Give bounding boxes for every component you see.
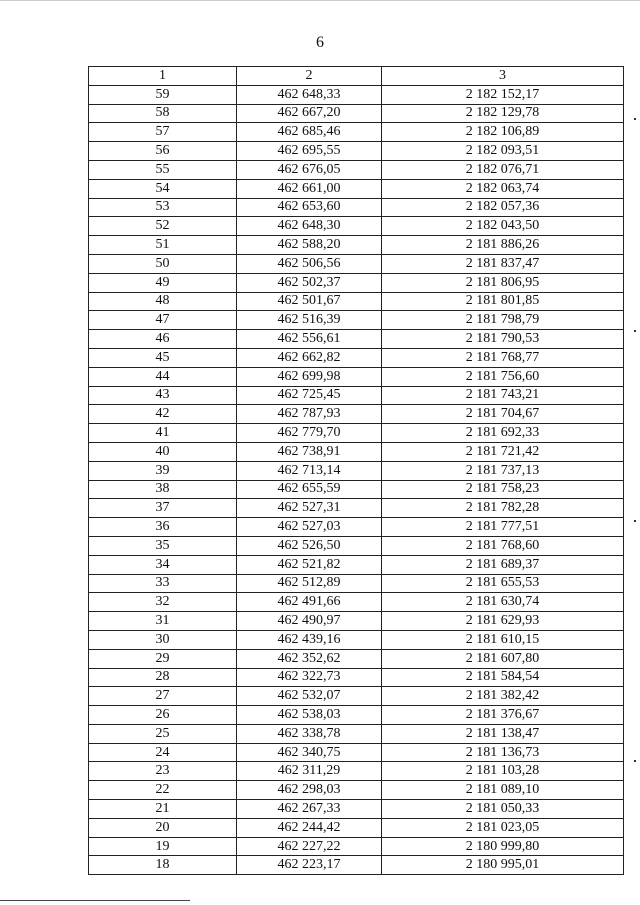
y-coordinate-cell: 2 181 629,93	[382, 612, 624, 631]
point-number-cell: 19	[89, 837, 237, 856]
x-coordinate-cell: 462 490,97	[237, 612, 382, 631]
table-row	[89, 536, 624, 555]
column-header-point: 1	[89, 67, 237, 86]
y-coordinate-cell: 2 181 382,42	[382, 687, 624, 706]
point-number-cell: 22	[89, 781, 237, 800]
y-coordinate-cell: 2 182 057,36	[382, 198, 624, 217]
table-row	[89, 743, 624, 762]
top-edge-line	[0, 0, 640, 1]
y-coordinate-cell: 2 181 607,80	[382, 649, 624, 668]
point-number-cell: 26	[89, 706, 237, 725]
x-coordinate-cell: 462 655,59	[237, 480, 382, 499]
y-coordinate-cell: 2 181 790,53	[382, 330, 624, 349]
point-number-cell: 55	[89, 160, 237, 179]
point-number-cell: 30	[89, 630, 237, 649]
point-number-cell: 52	[89, 217, 237, 236]
point-number-cell: 50	[89, 254, 237, 273]
y-coordinate-cell: 2 182 063,74	[382, 179, 624, 198]
point-number-cell: 34	[89, 555, 237, 574]
y-coordinate-cell: 2 181 758,23	[382, 480, 624, 499]
y-coordinate-cell: 2 181 376,67	[382, 706, 624, 725]
point-number-cell: 58	[89, 104, 237, 123]
y-coordinate-cell: 2 182 093,51	[382, 142, 624, 161]
point-number-cell: 39	[89, 461, 237, 480]
point-number-cell: 23	[89, 762, 237, 781]
table-row	[89, 724, 624, 743]
x-coordinate-cell: 462 653,60	[237, 198, 382, 217]
y-coordinate-cell: 2 181 630,74	[382, 593, 624, 612]
point-number-cell: 36	[89, 518, 237, 537]
y-coordinate-cell: 2 181 138,47	[382, 724, 624, 743]
y-coordinate-cell: 2 180 999,80	[382, 837, 624, 856]
point-number-cell: 37	[89, 499, 237, 518]
scan-dot	[634, 760, 636, 762]
table-row	[89, 292, 624, 311]
y-coordinate-cell: 2 182 129,78	[382, 104, 624, 123]
y-coordinate-cell: 2 181 886,26	[382, 236, 624, 255]
point-number-cell: 49	[89, 273, 237, 292]
y-coordinate-cell: 2 181 103,28	[382, 762, 624, 781]
x-coordinate-cell: 462 267,33	[237, 800, 382, 819]
table-row	[89, 405, 624, 424]
x-coordinate-cell: 462 521,82	[237, 555, 382, 574]
y-coordinate-cell: 2 182 152,17	[382, 85, 624, 104]
column-header-x: 2	[237, 67, 382, 86]
table-row	[89, 236, 624, 255]
x-coordinate-cell: 462 501,67	[237, 292, 382, 311]
table-row	[89, 348, 624, 367]
table-row	[89, 687, 624, 706]
point-number-cell: 53	[89, 198, 237, 217]
table-row	[89, 555, 624, 574]
point-number-cell: 59	[89, 85, 237, 104]
point-number-cell: 47	[89, 311, 237, 330]
table-row	[89, 367, 624, 386]
point-number-cell: 32	[89, 593, 237, 612]
point-number-cell: 35	[89, 536, 237, 555]
y-coordinate-cell: 2 181 704,67	[382, 405, 624, 424]
table-row	[89, 104, 624, 123]
table-row	[89, 574, 624, 593]
scan-dot	[634, 520, 636, 522]
table-row	[89, 254, 624, 273]
point-number-cell: 40	[89, 442, 237, 461]
table-row	[89, 837, 624, 856]
y-coordinate-cell: 2 181 801,85	[382, 292, 624, 311]
table-row	[89, 593, 624, 612]
x-coordinate-cell: 462 532,07	[237, 687, 382, 706]
y-coordinate-cell: 2 181 768,60	[382, 536, 624, 555]
y-coordinate-cell: 2 181 610,15	[382, 630, 624, 649]
y-coordinate-cell: 2 181 136,73	[382, 743, 624, 762]
x-coordinate-cell: 462 738,91	[237, 442, 382, 461]
scan-dot	[634, 330, 636, 332]
table-row	[89, 706, 624, 725]
table-row	[89, 424, 624, 443]
y-coordinate-cell: 2 181 806,95	[382, 273, 624, 292]
y-coordinate-cell: 2 181 692,33	[382, 424, 624, 443]
x-coordinate-cell: 462 787,93	[237, 405, 382, 424]
x-coordinate-cell: 462 439,16	[237, 630, 382, 649]
table-row	[89, 649, 624, 668]
x-coordinate-cell: 462 699,98	[237, 367, 382, 386]
point-number-cell: 29	[89, 649, 237, 668]
x-coordinate-cell: 462 352,62	[237, 649, 382, 668]
table-row	[89, 123, 624, 142]
y-coordinate-cell: 2 181 050,33	[382, 800, 624, 819]
point-number-cell: 56	[89, 142, 237, 161]
point-number-cell: 57	[89, 123, 237, 142]
table-row	[89, 160, 624, 179]
x-coordinate-cell: 462 322,73	[237, 668, 382, 687]
table-row	[89, 518, 624, 537]
y-coordinate-cell: 2 182 076,71	[382, 160, 624, 179]
table-row	[89, 630, 624, 649]
x-coordinate-cell: 462 512,89	[237, 574, 382, 593]
x-coordinate-cell: 462 338,78	[237, 724, 382, 743]
table-row	[89, 142, 624, 161]
point-number-cell: 18	[89, 856, 237, 875]
table-row	[89, 461, 624, 480]
y-coordinate-cell: 2 181 721,42	[382, 442, 624, 461]
point-number-cell: 27	[89, 687, 237, 706]
y-coordinate-cell: 2 181 737,13	[382, 461, 624, 480]
x-coordinate-cell: 462 667,20	[237, 104, 382, 123]
scan-dot	[634, 118, 636, 120]
x-coordinate-cell: 462 676,05	[237, 160, 382, 179]
x-coordinate-cell: 462 298,03	[237, 781, 382, 800]
y-coordinate-cell: 2 182 043,50	[382, 217, 624, 236]
point-number-cell: 31	[89, 612, 237, 631]
point-number-cell: 38	[89, 480, 237, 499]
table-row	[89, 612, 624, 631]
y-coordinate-cell: 2 181 743,21	[382, 386, 624, 405]
x-coordinate-cell: 462 223,17	[237, 856, 382, 875]
table-row	[89, 480, 624, 499]
y-coordinate-cell: 2 181 768,77	[382, 348, 624, 367]
point-number-cell: 33	[89, 574, 237, 593]
y-coordinate-cell: 2 182 106,89	[382, 123, 624, 142]
x-coordinate-cell: 462 311,29	[237, 762, 382, 781]
point-number-cell: 42	[89, 405, 237, 424]
y-coordinate-cell: 2 181 584,54	[382, 668, 624, 687]
x-coordinate-cell: 462 516,39	[237, 311, 382, 330]
table-row	[89, 273, 624, 292]
x-coordinate-cell: 462 713,14	[237, 461, 382, 480]
table-header-row	[89, 67, 624, 86]
table-row	[89, 85, 624, 104]
page-number: 6	[316, 34, 324, 51]
x-coordinate-cell: 462 661,00	[237, 179, 382, 198]
y-coordinate-cell: 2 181 089,10	[382, 781, 624, 800]
x-coordinate-cell: 462 695,55	[237, 142, 382, 161]
x-coordinate-cell: 462 648,30	[237, 217, 382, 236]
table-row	[89, 198, 624, 217]
coordinates-table	[88, 66, 624, 875]
table-row	[89, 179, 624, 198]
table-row	[89, 330, 624, 349]
table-body	[89, 85, 624, 874]
y-coordinate-cell: 2 181 798,79	[382, 311, 624, 330]
point-number-cell: 48	[89, 292, 237, 311]
y-coordinate-cell: 2 181 655,53	[382, 574, 624, 593]
x-coordinate-cell: 462 227,22	[237, 837, 382, 856]
x-coordinate-cell: 462 648,33	[237, 85, 382, 104]
point-number-cell: 25	[89, 724, 237, 743]
x-coordinate-cell: 462 527,03	[237, 518, 382, 537]
y-coordinate-cell: 2 181 782,28	[382, 499, 624, 518]
x-coordinate-cell: 462 538,03	[237, 706, 382, 725]
table-row	[89, 668, 624, 687]
table-row	[89, 217, 624, 236]
point-number-cell: 51	[89, 236, 237, 255]
x-coordinate-cell: 462 502,37	[237, 273, 382, 292]
point-number-cell: 54	[89, 179, 237, 198]
x-coordinate-cell: 462 588,20	[237, 236, 382, 255]
x-coordinate-cell: 462 725,45	[237, 386, 382, 405]
table-row	[89, 442, 624, 461]
y-coordinate-cell: 2 180 995,01	[382, 856, 624, 875]
point-number-cell: 28	[89, 668, 237, 687]
x-coordinate-cell: 462 340,75	[237, 743, 382, 762]
table-row	[89, 856, 624, 875]
point-number-cell: 43	[89, 386, 237, 405]
table-row	[89, 762, 624, 781]
point-number-cell: 21	[89, 800, 237, 819]
x-coordinate-cell: 462 506,56	[237, 254, 382, 273]
table-row	[89, 800, 624, 819]
x-coordinate-cell: 462 685,46	[237, 123, 382, 142]
point-number-cell: 20	[89, 818, 237, 837]
y-coordinate-cell: 2 181 023,05	[382, 818, 624, 837]
x-coordinate-cell: 462 491,66	[237, 593, 382, 612]
y-coordinate-cell: 2 181 756,60	[382, 367, 624, 386]
x-coordinate-cell: 462 244,42	[237, 818, 382, 837]
point-number-cell: 45	[89, 348, 237, 367]
table-row	[89, 311, 624, 330]
x-coordinate-cell: 462 662,82	[237, 348, 382, 367]
point-number-cell: 44	[89, 367, 237, 386]
table-row	[89, 499, 624, 518]
y-coordinate-cell: 2 181 777,51	[382, 518, 624, 537]
table-row	[89, 781, 624, 800]
x-coordinate-cell: 462 556,61	[237, 330, 382, 349]
x-coordinate-cell: 462 527,31	[237, 499, 382, 518]
bottom-edge-line	[0, 900, 190, 901]
x-coordinate-cell: 462 779,70	[237, 424, 382, 443]
table-row	[89, 386, 624, 405]
x-coordinate-cell: 462 526,50	[237, 536, 382, 555]
table-row	[89, 818, 624, 837]
y-coordinate-cell: 2 181 689,37	[382, 555, 624, 574]
point-number-cell: 41	[89, 424, 237, 443]
column-header-y: 3	[382, 67, 624, 86]
y-coordinate-cell: 2 181 837,47	[382, 254, 624, 273]
point-number-cell: 46	[89, 330, 237, 349]
point-number-cell: 24	[89, 743, 237, 762]
